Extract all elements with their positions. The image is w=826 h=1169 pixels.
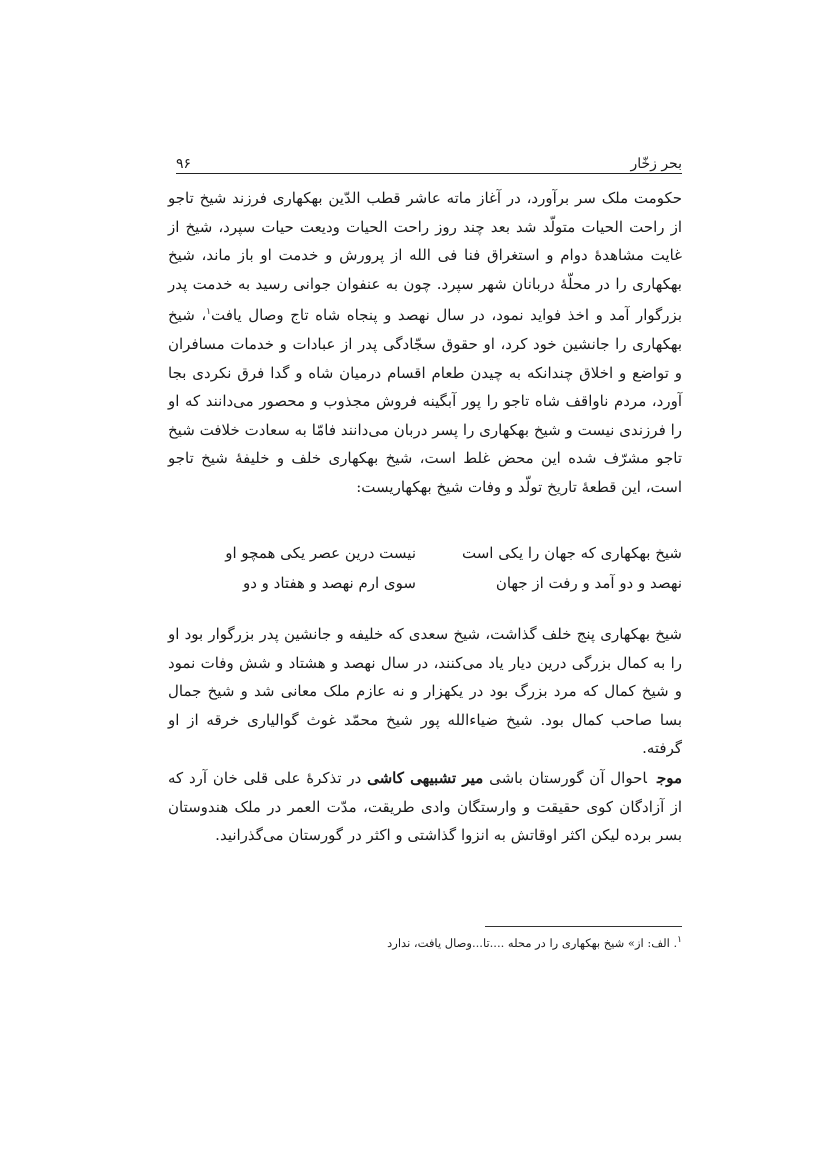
verse-line bbox=[168, 538, 682, 568]
paragraph-1 bbox=[168, 184, 682, 502]
paragraph-lead-word: موج bbox=[656, 769, 683, 787]
page-header bbox=[176, 150, 682, 172]
person-name: میر تشبیهی کاشی bbox=[367, 769, 484, 787]
verse-line bbox=[168, 568, 682, 598]
footnote-rule bbox=[485, 926, 682, 927]
verse-hemistich-first: نهصد و دو آمد و رفت از جهان bbox=[495, 574, 682, 592]
paragraph-3 bbox=[168, 764, 682, 850]
paragraph-3-text-b: در تذکرهٔ علی قلی خان آرد که از آزادگان کوی حقیقت و وارستگان وادی طریقت، مدّت العمر در ملک هندوستان بسر برده لیکن اکثر اوقاتش به انزوا گذاشتی و اکثر در گورستان می‌گذرانید. bbox=[168, 769, 682, 845]
verse-hemistich-second: نیست درین عصر یکی همچو او bbox=[225, 544, 416, 562]
verse-hemistich-first: شیخ بهکهاری که جهان را یکی است bbox=[461, 544, 682, 562]
footnote bbox=[300, 931, 682, 952]
page-number: ۹۶ bbox=[176, 156, 192, 172]
paragraph-3-text-a: احوال آن گورستان باشی bbox=[489, 769, 647, 787]
verse-hemistich-second: سوی ارم نهصد و هفتاد و دو bbox=[242, 574, 416, 592]
header-rule bbox=[176, 173, 682, 174]
footnote-text: . الف: از» شیخ بهکهاری را در محله ....تا...وصال یافت، ندارد bbox=[387, 935, 678, 950]
paragraph-1-text-a: حکومت ملک سر برآورد، در آغاز ماته عاشر قطب الدّین بهکهاری فرزند شیخ تاجو از راحت الحیات متولّد شد بعد چند روز راحت الحیات ودیعت حیات سپرد، شیخ از غایت مشاهدهٔ دوام و استغراق فنا فی الله از پرورش و خدمت او باز ماند، شیخ بهکهاری را در محلّهٔ دربانان شهر سپرد. چون به عنفوان جوانی رسید به خدمت پدر بزرگوار آمد و اخذ فواید نمود، در سال نهصد و پنجاه شاه تاج وصال یافت bbox=[168, 189, 683, 325]
verse-block bbox=[168, 538, 682, 598]
paragraph-2: شیخ بهکهاری پنج خلف گذاشت، شیخ سعدی که خلیفه و جانشین پدر بزرگوار بود او را به کمال بزرگی درین دیار یاد می‌کنند، در سال نهصد و هشتاد و شش وفات نمود و شیخ کمال که مرد بزرگ بود در یکهزار و نه عازم ملک معانی شد و شیخ جمال بسا صاحب کمال بود. شیخ ضیاءالله پور شیخ محمّد غوث گوالیاری خرقه از او گرفته. bbox=[168, 625, 682, 758]
paragraph-1-text-b: ، شیخ بهکهاری را جانشین خود کرد، او حقوق سجّادگی پدر از عبادات و خدمات مسافران و تواضع و اخلاق چندانکه به چیدن طعام اقسام درمیان شاه و گدا فرق نکردی بجا آورد، مردم ناواقف شاه تاجو را پور آبگینه فروش مجذوب و محصور می‌دانند که او را فرزندی نیست و شیخ بهکهاری را پسر دربان می‌دانند فامّا به سعادت خلافت شیخ تاجو مشرّف شده این محض غلط است، شیخ بهکهاری خلف و خلیفهٔ شیخ تاجو است، این قطعهٔ تاریخ تولّد و وفات شیخ بهکهاریست: bbox=[168, 306, 682, 496]
footnote-reference: ۱ bbox=[206, 307, 212, 318]
footnote-marker: ۱ bbox=[677, 935, 682, 945]
running-title: بحر زخّار bbox=[630, 156, 682, 172]
